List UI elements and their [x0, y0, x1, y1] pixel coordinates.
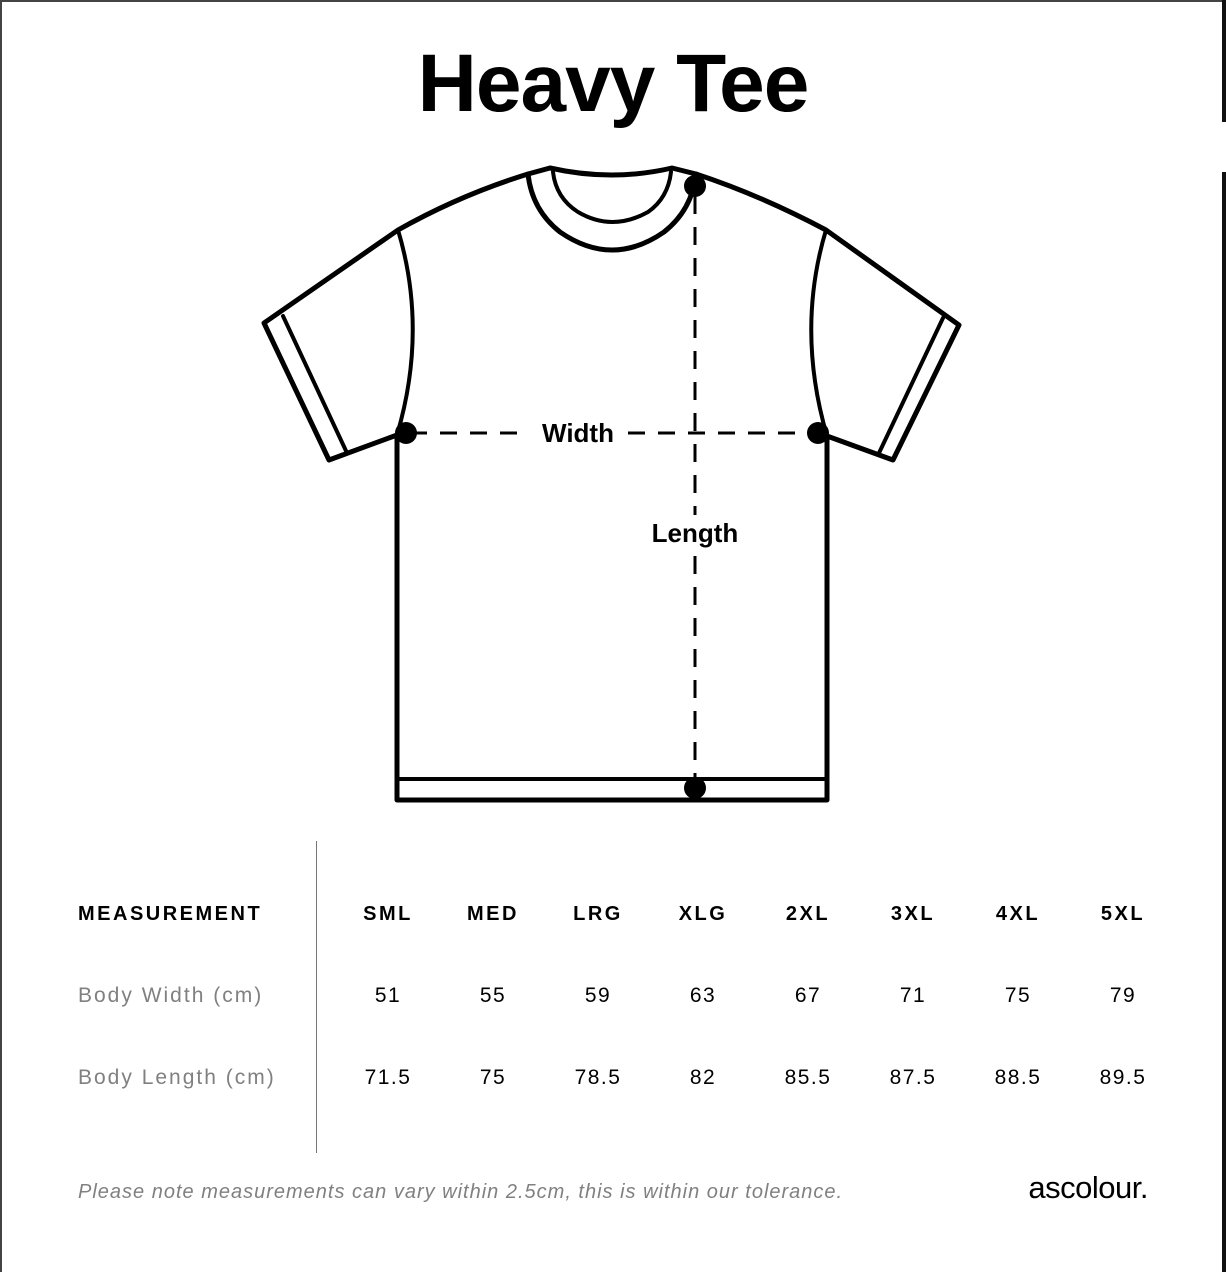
size-header: MED [467, 903, 519, 925]
length-point-top [684, 175, 706, 197]
table-cell: 51 [374, 984, 402, 1007]
size-header: 2XL [785, 903, 831, 925]
table-cell: 63 [689, 984, 717, 1007]
size-header: LRG [573, 903, 623, 925]
page-title: Heavy Tee [417, 38, 809, 129]
right-armhole-seam [811, 230, 827, 436]
measurement-header: MEASUREMENT [78, 903, 263, 925]
table-divider [316, 841, 317, 1153]
row-label-body-width: Body Width (cm) [78, 984, 264, 1007]
tshirt-outline [264, 168, 959, 800]
collar-outer [528, 174, 696, 250]
table-cell: 85.5 [784, 1066, 832, 1089]
collar-inner [553, 172, 671, 222]
table-cell: 82 [689, 1066, 717, 1089]
table-cell: 88.5 [994, 1066, 1042, 1089]
tolerance-note: Please note measurements can vary within 2.5cm, this is within our tolerance. [78, 1181, 844, 1203]
table-cell: 75 [479, 1066, 507, 1089]
brand-logo: ascolour. [1028, 1170, 1148, 1205]
table-cell: 71.5 [364, 1066, 412, 1089]
table-cell: 59 [584, 984, 612, 1007]
width-point-right [807, 422, 829, 444]
table-cell: 67 [794, 984, 822, 1007]
size-header: SML [363, 903, 413, 925]
table-cell: 71 [899, 984, 927, 1007]
table-cell: 78.5 [574, 1066, 622, 1089]
width-point-left [395, 422, 417, 444]
row-label-body-length: Body Length (cm) [78, 1066, 276, 1089]
size-header: XLG [678, 903, 728, 925]
size-header: 5XL [1100, 903, 1146, 925]
width-label: Width [542, 418, 614, 448]
size-header: 3XL [890, 903, 936, 925]
table-cell: 89.5 [1099, 1066, 1147, 1089]
table-cell: 75 [1004, 984, 1032, 1007]
left-armhole-seam [397, 230, 413, 435]
table-cell: 79 [1109, 984, 1137, 1007]
size-header: 4XL [995, 903, 1041, 925]
table-cell: 87.5 [889, 1066, 937, 1089]
length-point-bottom [684, 777, 706, 799]
right-cuff-line [879, 318, 943, 453]
length-label: Length [651, 518, 739, 548]
table-cell: 55 [479, 984, 507, 1007]
